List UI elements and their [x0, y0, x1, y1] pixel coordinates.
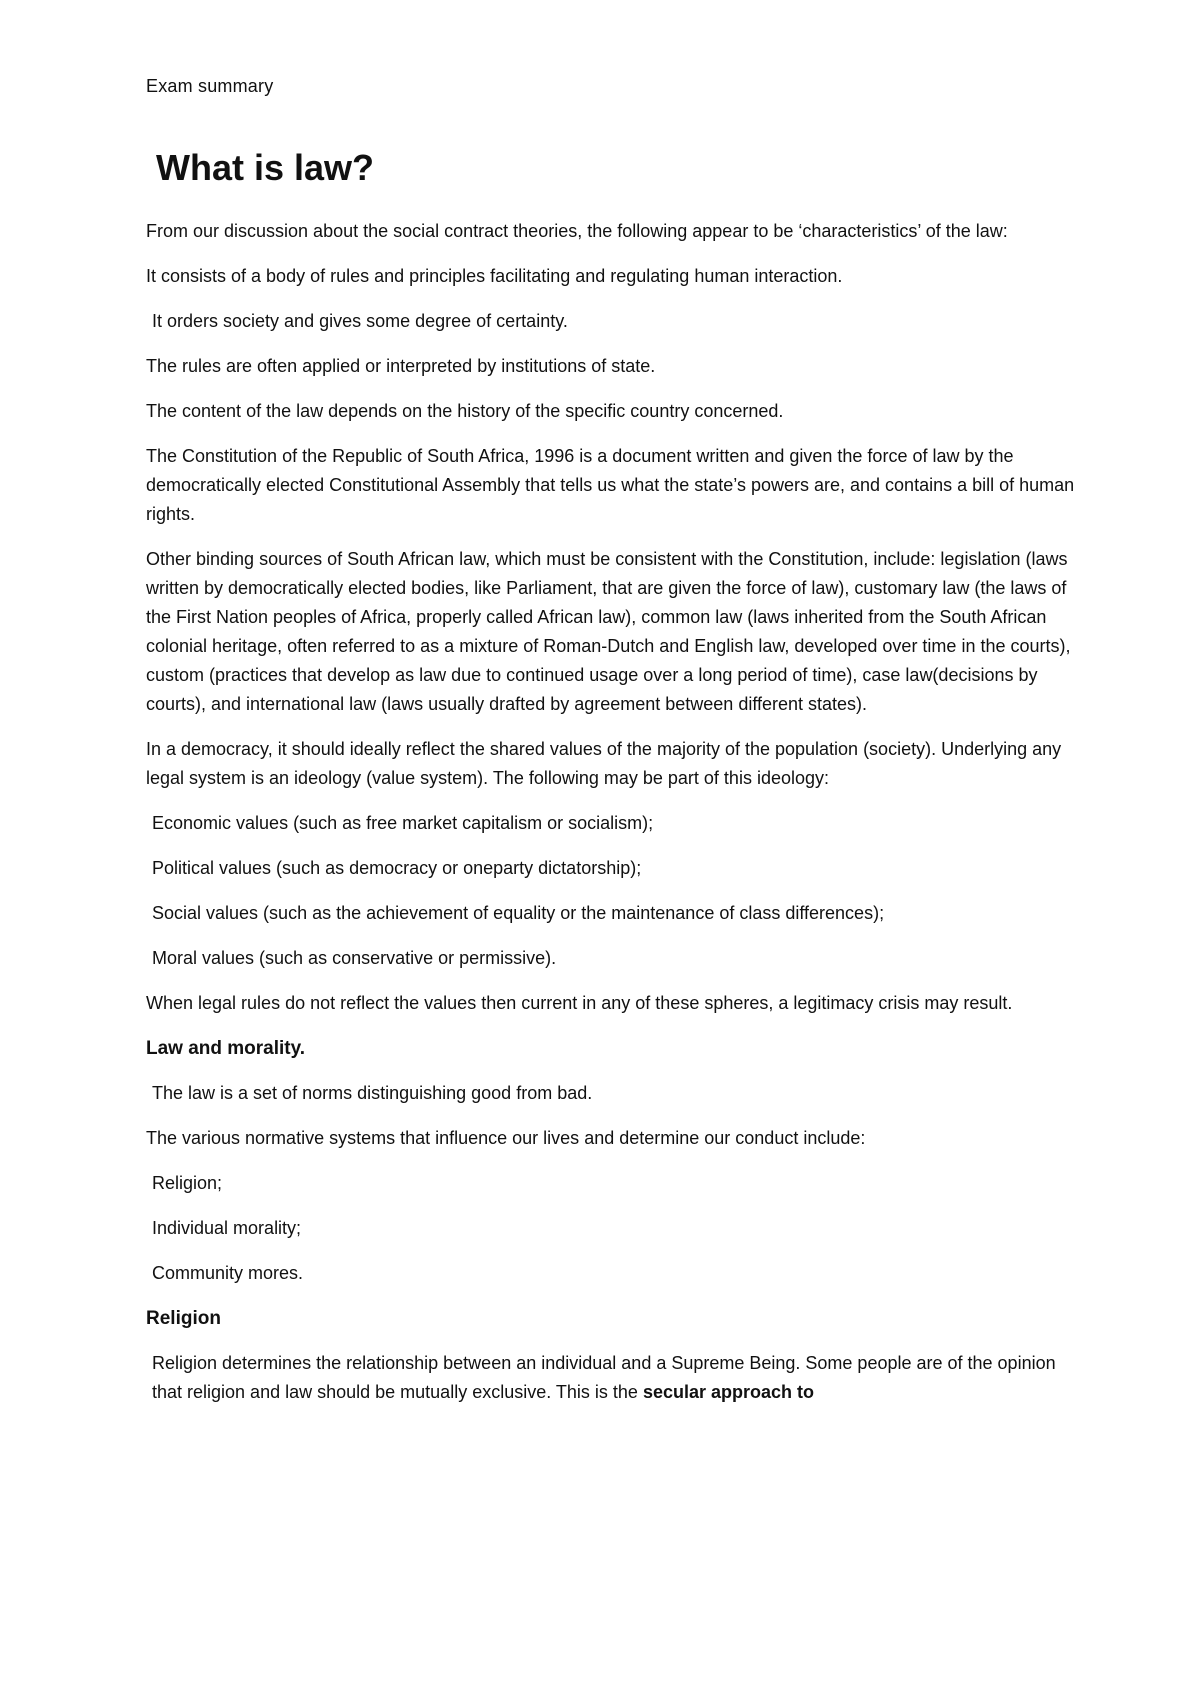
paragraph: When legal rules do not reflect the values then current in any of these spheres, a legitimacy crisis may result.	[146, 993, 1013, 1013]
document-body	[146, 217, 1076, 1423]
paragraph: The Constitution of the Republic of South Africa, 1996 is a document written and given the force of law by the democratically elected Constitutional Assembly that tells us what the state’s powers are, and contains a bill of human rights.	[146, 446, 1075, 524]
paragraph: It orders society and gives some degree of certainty.	[152, 311, 568, 331]
paragraph: In a democracy, it should ideally reflect the shared values of the majority of the population (society). Underlying any legal system is an ideology (value system). The following may be part of this ideology:	[146, 739, 1062, 788]
paragraph: It consists of a body of rules and principles facilitating and regulating human interaction.	[146, 266, 843, 286]
bold-term: secular approach to	[642, 1382, 814, 1402]
list-item: Economic values (such as free market capitalism or socialism);	[152, 813, 654, 833]
page-title: What is law?	[156, 147, 375, 188]
list-item: Moral values (such as conservative or permissive).	[152, 948, 557, 968]
paragraph: The rules are often applied or interpreted by institutions of state.	[146, 356, 656, 376]
section-heading: Religion	[146, 1308, 221, 1329]
list-item: Religion;	[152, 1173, 223, 1193]
paragraph: The law is a set of norms distinguishing good from bad.	[152, 1083, 593, 1103]
paragraph-text: Religion determines the relationship between an individual and a Supreme Being. Some people are of the opinion that religion and law should be mutually exclusive. This is the	[152, 1353, 1056, 1402]
list-item: Social values (such as the achievement of equality or the maintenance of class differences);	[152, 903, 885, 923]
paragraph: From our discussion about the social contract theories, the following appear to be ‘characteristics’ of the law:	[146, 221, 1008, 241]
page-header: Exam summary	[146, 76, 274, 96]
paragraph	[146, 1349, 1076, 1407]
list-item: Individual morality;	[152, 1218, 302, 1238]
section-heading: Law and morality.	[146, 1038, 306, 1059]
paragraph: The various normative systems that influence our lives and determine our conduct include:	[146, 1128, 866, 1148]
paragraph: Other binding sources of South African law, which must be consistent with the Constitution, include: legislation (laws written by democratically elected bodies, like Parliament, that are given the force of law), customary law (the laws of the First Nation peoples of Africa, properly called African law), common law (laws inherited from the South African colonial heritage, often referred to as a mixture of Roman-Dutch and English law, developed over time in the courts), custom (practices that develop as law due to continued usage over a long period of time), case law(decisions by courts), and international law (laws usually drafted by agreement between different states).	[146, 549, 1071, 714]
list-item: Political values (such as democracy or oneparty dictatorship);	[152, 858, 642, 878]
list-item: Community mores.	[152, 1263, 304, 1283]
paragraph: The content of the law depends on the history of the specific country concerned.	[146, 401, 784, 421]
